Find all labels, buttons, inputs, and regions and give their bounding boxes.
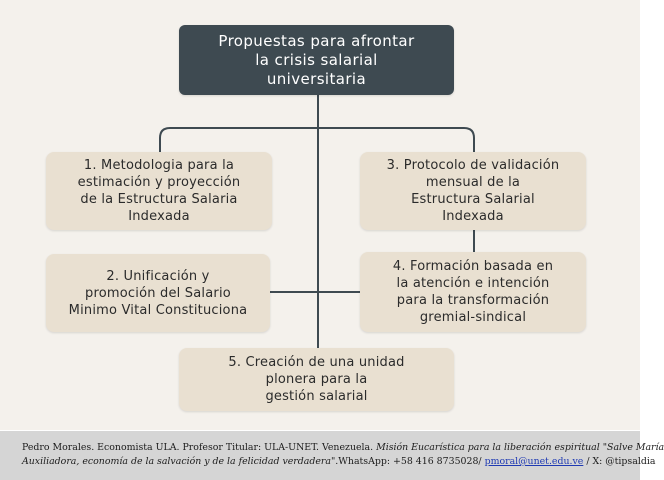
node-4: 4. Formación basada en la atención e intención para la transformación gremial-sindical <box>360 252 586 332</box>
footer-book-title-2: Auxiliadora, economía de la salvación y de la felicidad verdadera". <box>22 456 339 467</box>
node-2: 2. Unificación y promoción del Salario Minimo Vital Constituciona <box>46 254 270 332</box>
root-node: Propuestas para afrontar la crisis salarial universitaria <box>179 25 454 95</box>
footer-author: Pedro Morales. Economista ULA. Profesor Titular: ULA-UNET. Venezuela. <box>22 442 374 453</box>
footer-credits <box>0 431 664 480</box>
footer-email-link[interactable]: pmoral@unet.edu.ve <box>484 456 584 467</box>
node-1: 1. Metodologia para la estimación y proyección de la Estructura Salaria Indexada <box>46 152 272 230</box>
node-5: 5. Creación de una unidad plonera para la gestión salarial <box>179 348 454 411</box>
footer-book-title-1: Misión Eucarística para la liberación espiritual "Salve María <box>376 442 664 453</box>
node-3: 3. Protocolo de validación mensual de la Estructura Salarial Indexada <box>360 152 586 230</box>
footer-line-1 <box>22 441 664 455</box>
footer-whatsapp: WhatsApp: +58 416 8735028/ <box>338 456 482 467</box>
footer-line-2 <box>22 455 656 469</box>
footer-x-handle: / X: @tipsaldia <box>586 456 656 467</box>
